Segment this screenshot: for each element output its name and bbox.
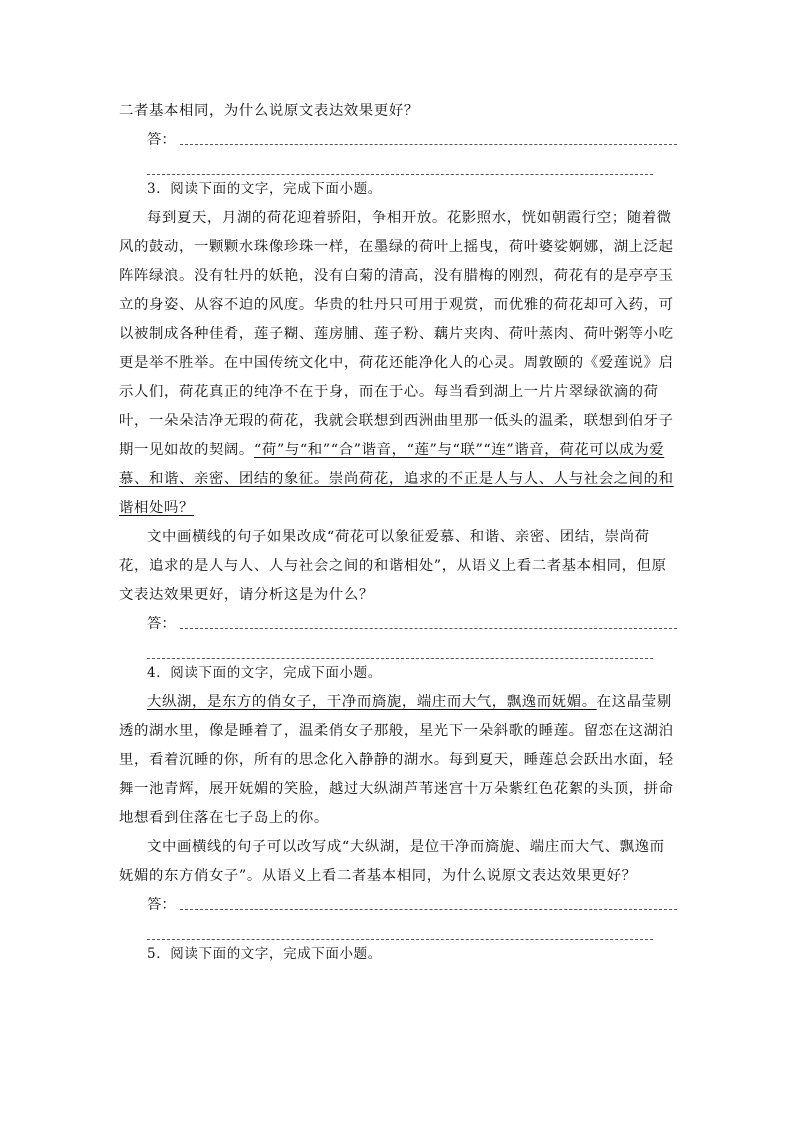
question-3-heading: 3．阅读下面的文字，完成下面小题。	[147, 181, 382, 197]
answer-blank-line-2[interactable]	[147, 630, 653, 659]
question-5-heading: 5．阅读下面的文字，完成下面小题。	[147, 946, 382, 962]
underlined-sentence: 大纵湖，是东方的俏女子，干净而旖旎，端庄而大气，飘逸而妩媚。	[147, 694, 597, 710]
question-3-prompt: 文中画横线的句子如果改成“荷花可以象征爱慕、和谐、亲密、团结，崇尚荷花，追求的是人与人、人与社会之间的和谐相处”，从语义上看二者基本相同，但原文表达效果更好，请分析这是为什么？	[119, 529, 667, 603]
answer-label: 答：	[147, 132, 176, 148]
answer-blank-line-2[interactable]	[147, 146, 653, 175]
answer-blank-line-2[interactable]	[147, 911, 653, 940]
question-4-prompt: 文中画横线的句子可以改写成“大纵湖，是位干净而旖旎、端庄而大气、飘逸而妩媚的东方俏女子”。从语义上看二者基本相同，为什么说原文表达效果更好？	[119, 839, 665, 884]
answer-label: 答：	[147, 897, 176, 913]
question-3-passage	[119, 204, 679, 523]
answer-blank[interactable]	[180, 144, 677, 145]
question-4-passage	[119, 688, 679, 833]
underlined-sentence: “荷”与“和”“合”谐音，“莲”与“联”“连”谐音，荷花可以成为爱慕、和谐、亲密、团结的象征。崇尚荷花，追求的不正是人与人、人与社会之间的和谐相处吗？	[119, 442, 674, 516]
passage-plain-text: 在这晶莹剔透的湖水里，像是睡着了，温柔俏女子那般，星光下一朵斜歌的睡莲。留恋在这湖泊里，看着沉睡的你，所有的思念化入静静的湖水。每到夏天，睡莲总会跃出水面，轻舞一池青辉，展开妩媚的笑脸，越过大纵湖芦苇迷宫十万朵紫红色花絮的头顶，拼命地想看到住落在七子岛上的你。	[119, 694, 674, 826]
question-4-heading: 4．阅读下面的文字，完成下面小题。	[147, 665, 382, 681]
answer-blank[interactable]	[180, 628, 677, 629]
answer-label: 答：	[147, 616, 176, 632]
answer-blank[interactable]	[180, 909, 677, 910]
continued-question-text: 二者基本相同，为什么说原文表达效果更好？	[119, 103, 419, 119]
passage-plain-text: 每到夏天，月湖的荷花迎着骄阳，争相开放。花影照水，恍如朝霞行空；随着微风的鼓动，一颗颗水珠像珍珠一样，在墨绿的荷叶上摇曳，荷叶婆娑婀娜，湖上泛起阵阵绿浪。没有牡丹的妖艳，没有白菊的清高，没有腊梅的刚烈，荷花有的是亭亭玉立的身姿、从容不迫的风度。华贵的牡丹只可用于观赏，而优雅的荷花却可入药，可以被制成各种佳肴，莲子糊、莲房脯、莲子粉、藕片夹肉、荷叶蒸肉、荷叶粥等小吃更是举不胜举。在中国传统文化中，荷花还能净化人的心灵。周敦颐的《爱莲说》启示人们，荷花真正的纯净不在于身，而在于心。每当看到湖上一片片翠绿欲滴的荷叶，一朵朵洁净无瑕的荷花，我就会联想到西洲曲里那一低头的温柔，联想到伯牙子期一见如故的契阔。	[119, 210, 674, 458]
document-page	[119, 97, 679, 969]
